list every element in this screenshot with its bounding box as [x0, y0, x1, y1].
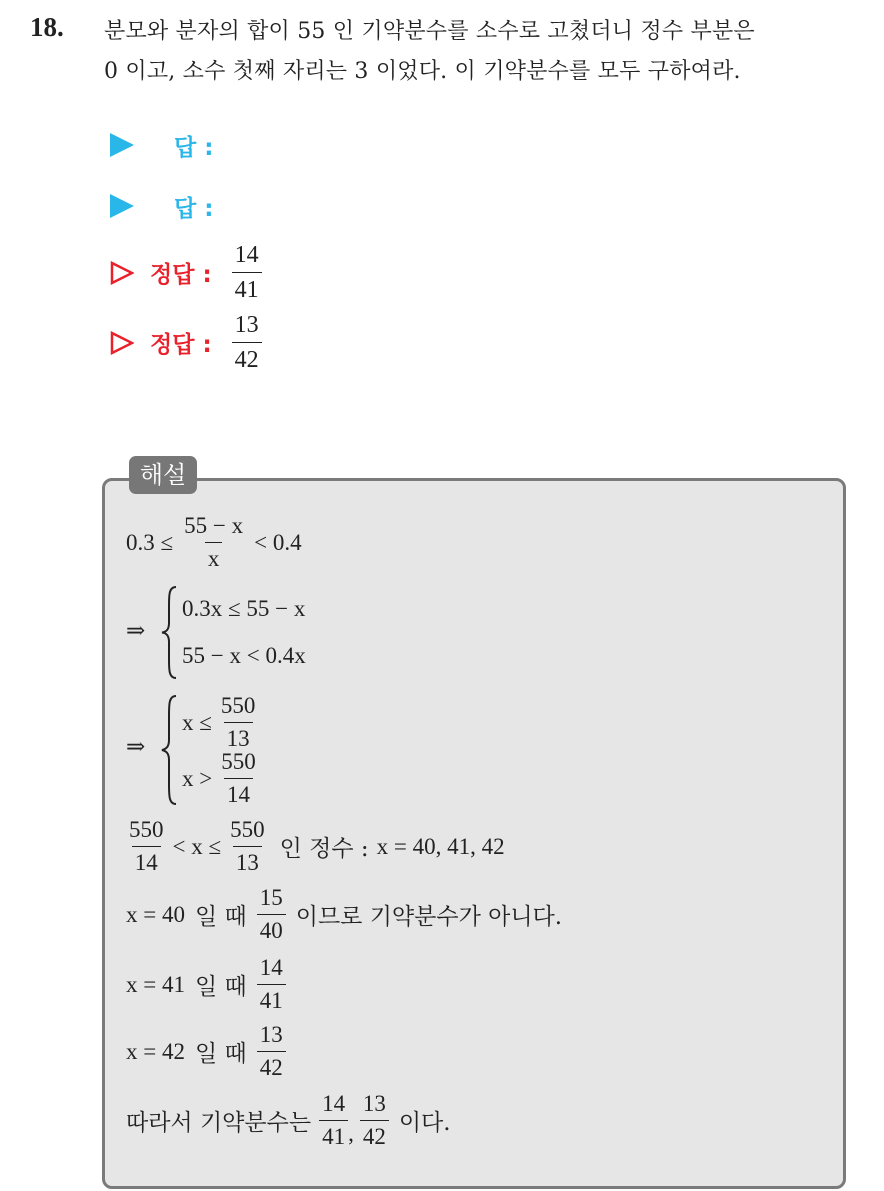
- fraction: [126, 814, 167, 879]
- solution-line-7: [126, 1019, 286, 1084]
- fraction-denominator: 14: [224, 778, 253, 811]
- answer-slot-2[interactable]: [110, 186, 213, 226]
- play-triangle-icon: [110, 194, 134, 218]
- outline-triangle-icon: [110, 261, 134, 285]
- fraction-numerator: 550: [220, 693, 256, 718]
- correct-answer-1: [110, 238, 262, 307]
- case-word: 일 때: [194, 904, 247, 930]
- fraction-numerator: 13: [362, 1091, 386, 1116]
- correct-answer-2: [110, 308, 262, 377]
- fraction-denominator: 41: [257, 984, 286, 1017]
- inequality-left: x ≤: [182, 709, 212, 735]
- case-value: x = 40: [126, 901, 185, 927]
- answer-label: 답 :: [174, 134, 214, 161]
- system-eq-2: 55 − x < 0.4x: [182, 643, 306, 668]
- solution-line-5: [126, 882, 562, 947]
- inequality-right: < 0.4: [254, 529, 302, 555]
- inequality-left: x >: [182, 765, 213, 791]
- fraction-denominator: 13: [224, 722, 253, 755]
- fraction-denominator: 42: [257, 1051, 286, 1084]
- solution-line-6: [126, 952, 286, 1017]
- left-brace-icon: [160, 694, 180, 806]
- fraction-numerator: 13: [259, 1022, 283, 1047]
- implies-arrow: ⇒: [126, 618, 146, 643]
- fraction: [181, 510, 246, 575]
- case-value: x = 41: [126, 971, 185, 997]
- play-triangle-icon: [110, 133, 134, 157]
- solution-line-4: [126, 814, 505, 879]
- fraction-denominator: 42: [360, 1120, 389, 1153]
- left-brace-icon: [160, 585, 180, 680]
- correct-answer-label: 정답 :: [150, 262, 212, 288]
- system-eq-1: 0.3x ≤ 55 − x: [182, 596, 306, 621]
- inequality-middle: < x ≤: [172, 833, 222, 859]
- fraction: [257, 882, 286, 947]
- fraction-denominator: 41: [319, 1120, 348, 1153]
- fraction-denominator: 41: [232, 272, 262, 307]
- fraction-numerator: 14: [322, 1091, 346, 1116]
- answer-slot-1[interactable]: [110, 125, 213, 165]
- case-word: 일 때: [194, 1041, 247, 1067]
- fraction-denominator: 14: [132, 846, 161, 879]
- fraction: [227, 814, 268, 879]
- fraction-numerator: 550: [230, 817, 265, 842]
- case-word: 일 때: [194, 974, 247, 1000]
- fraction-denominator: x: [205, 542, 223, 575]
- system-ineq-2: [182, 746, 259, 811]
- fraction-numerator: 14: [234, 242, 259, 268]
- answer-fraction: [232, 308, 262, 377]
- fraction-denominator: 13: [233, 846, 262, 879]
- fraction: [218, 746, 259, 811]
- fraction-numerator: 550: [129, 817, 164, 842]
- fraction-denominator: 40: [257, 914, 286, 947]
- fraction-numerator: 55 − x: [184, 513, 244, 538]
- fraction-numerator: 15: [259, 885, 283, 910]
- answer-label: 답 :: [174, 195, 214, 222]
- fraction: [257, 952, 286, 1017]
- fraction-denominator: 42: [232, 342, 262, 377]
- solution-tag: 해설: [129, 456, 197, 494]
- integer-label: 인 정수 :: [279, 836, 369, 862]
- fraction: [360, 1088, 389, 1153]
- answer-fraction: [232, 238, 262, 307]
- solution-line-8: [126, 1088, 451, 1153]
- fraction-numerator: 13: [234, 312, 259, 338]
- fraction-numerator: 14: [259, 955, 283, 980]
- correct-answer-label: 정답 :: [150, 332, 212, 358]
- conclusion-end: 이다.: [398, 1110, 451, 1136]
- integer-values: x = 40, 41, 42: [376, 833, 505, 859]
- implies-arrow: ⇒: [126, 734, 146, 759]
- case-value: x = 42: [126, 1038, 185, 1064]
- conclusion-text: 따라서 기약분수는: [126, 1110, 312, 1136]
- fraction: [319, 1088, 348, 1153]
- solution-line-1: [126, 510, 302, 575]
- comma: ,: [348, 1121, 354, 1146]
- question-text-line2: 0 이고, 소수 첫째 자리는 3 이었다. 이 기약분수를 모두 구하여라.: [104, 59, 741, 84]
- question-text-line1: 분모와 분자의 합이 55 인 기약분수를 소수로 고쳤더니 정수 부분은: [104, 19, 755, 44]
- fraction-numerator: 550: [221, 749, 256, 774]
- inequality-left: 0.3 ≤: [126, 529, 174, 555]
- case-conclusion: 이므로 기약분수가 아니다.: [295, 904, 563, 930]
- fraction: [257, 1019, 286, 1084]
- outline-triangle-icon: [110, 331, 134, 355]
- question-number: 18.: [30, 12, 64, 42]
